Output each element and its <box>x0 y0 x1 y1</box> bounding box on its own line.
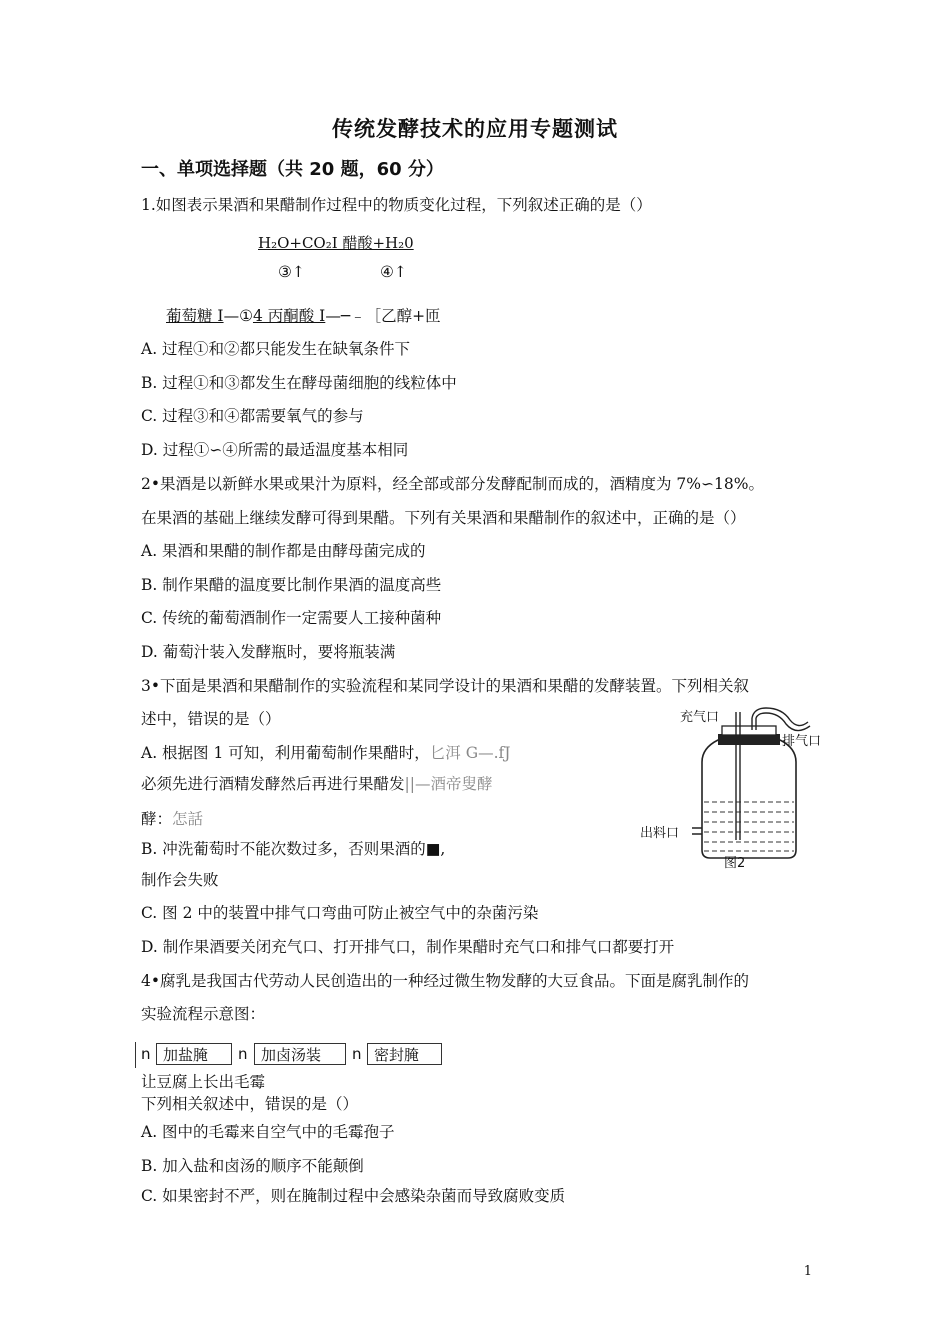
q3-option-a-line3 <box>141 807 203 829</box>
q1-diagram-bottom <box>166 304 441 326</box>
q3-option-a-ocr3: 怎話 <box>172 810 204 828</box>
q3-option-a-line2 <box>141 772 492 794</box>
flow-arrow-2: n <box>238 1045 248 1063</box>
fermenter-figure <box>640 700 840 875</box>
q1-diagram-arrow4: ④↑ <box>380 263 407 281</box>
flow-step-brine: 加卤汤装 <box>254 1043 346 1065</box>
q3-stem-line2: 述中，错误的是（） <box>141 710 281 728</box>
flow-step-seal: 密封腌 <box>367 1043 442 1065</box>
q4-option-b: B. 加入盐和卤汤的顺序不能颠倒 <box>141 1157 364 1175</box>
q1-option-c: C. 过程③和④都需要氧气的参与 <box>141 407 364 425</box>
q4-option-a: A. 图中的毛霉来自空气中的毛霉孢子 <box>141 1123 395 1141</box>
q3-option-c: C. 图 2 中的装置中排气口弯曲可防止被空气中的杂菌污染 <box>141 904 539 922</box>
q2-option-d: D. 葡萄汁装入发酵瓶时，要将瓶装满 <box>141 643 396 661</box>
q1-option-d: D. 过程①∽④所需的最适温度基本相同 <box>141 441 409 459</box>
outlet-label: 排气口 <box>782 734 822 749</box>
q3-option-a-text2: 必须先进行酒精发酵然后再进行果醋发 <box>141 775 405 793</box>
q4-stem-line3: 下列相关叙述中，错误的是（） <box>141 1095 359 1113</box>
flow-caption: 让豆腐上长出毛霉 <box>141 1073 266 1091</box>
q1-option-a: A. 过程①和②都只能发生在缺氧条件下 <box>141 340 411 358</box>
tofu-flow <box>135 1040 455 1070</box>
q2-option-c: C. 传统的葡萄酒制作一定需要人工接种菌种 <box>141 609 442 627</box>
q3-option-d: D. 制作果酒要关闭充气口、打开排气口，制作果醋时充气口和排气口都要打开 <box>141 938 675 956</box>
section-heading: 一、单项选择题（共 20 题，60 分） <box>141 159 444 180</box>
q1-step1: —① <box>223 307 253 325</box>
fermenter-drawing <box>640 700 840 875</box>
q1-option-b: B. 过程①和③都发生在酵母菌细胞的线粒体中 <box>141 374 457 392</box>
figure-caption: 图2 <box>724 856 746 871</box>
flow-left-border <box>135 1042 136 1068</box>
q3-option-a-ocr1: 匕洱 G—.fJ <box>429 744 511 762</box>
q2-option-b: B. 制作果醋的温度要比制作果酒的温度高些 <box>141 576 442 594</box>
q1-ethanol: —─﹣［乙醇+匝 <box>325 307 441 325</box>
q4-stem-line1: 4•腐乳是我国古代劳动人民创造出的一种经过微生物发酵的大豆食品。下面是腐乳制作的 <box>141 972 750 990</box>
q1-glucose: 葡萄糖 I <box>166 307 224 325</box>
q2-stem-line2: 在果酒的基础上继续发酵可得到果醋。下列有关果酒和果醋制作的叙述中，正确的是（） <box>141 509 746 527</box>
q1-pyruvate: 4 丙酮酸 I <box>252 307 326 325</box>
q3-option-b-line1: B. 冲洗葡萄时不能次数过多，否则果酒的■, <box>141 840 446 858</box>
inlet-label: 充气口 <box>680 710 720 725</box>
flow-arrow-1: n <box>141 1045 151 1063</box>
q4-option-c: C. 如果密封不严，则在腌制过程中会感染杂菌而导致腐败变质 <box>141 1187 566 1205</box>
page-number: 1 <box>803 1264 812 1279</box>
q3-option-a-line1 <box>141 741 510 763</box>
q2-stem-line1: 2•果酒是以新鲜水果或果汁为原料，经全部或部分发酵配制而成的，酒精度为 7%∽18%。 <box>141 475 764 493</box>
drain-label: 出料口 <box>640 826 680 841</box>
q1-stem: 1.如图表示果酒和果醋制作过程中的物质变化过程，下列叙述正确的是（） <box>141 196 652 214</box>
q4-stem-line2: 实验流程示意图： <box>141 1005 266 1023</box>
q3-option-a-ocr2: ||—酒帝叟酵 <box>404 775 493 793</box>
q3-option-a-text1: A. 根据图 1 可知，利用葡萄制作果醋时， <box>141 744 430 762</box>
flow-arrow-3: n <box>352 1045 362 1063</box>
q1-diagram-arrow3: ③↑ <box>278 263 305 281</box>
q1-diagram-top: H₂O+CO₂I 醋酸+H₂0 <box>258 234 414 252</box>
q3-option-b-line2: 制作会失败 <box>141 871 219 889</box>
q3-stem-line1: 3•下面是果酒和果醋制作的实验流程和某同学设计的果酒和果醋的发酵装置。下列相关叙 <box>141 677 750 695</box>
page-title: 传统发酵技术的应用专题测试 <box>332 117 618 141</box>
flow-step-salt: 加盐腌 <box>156 1043 232 1065</box>
q2-option-a: A. 果酒和果醋的制作都是由酵母菌完成的 <box>141 542 426 560</box>
q3-option-a-text3: 酵： <box>141 810 173 828</box>
